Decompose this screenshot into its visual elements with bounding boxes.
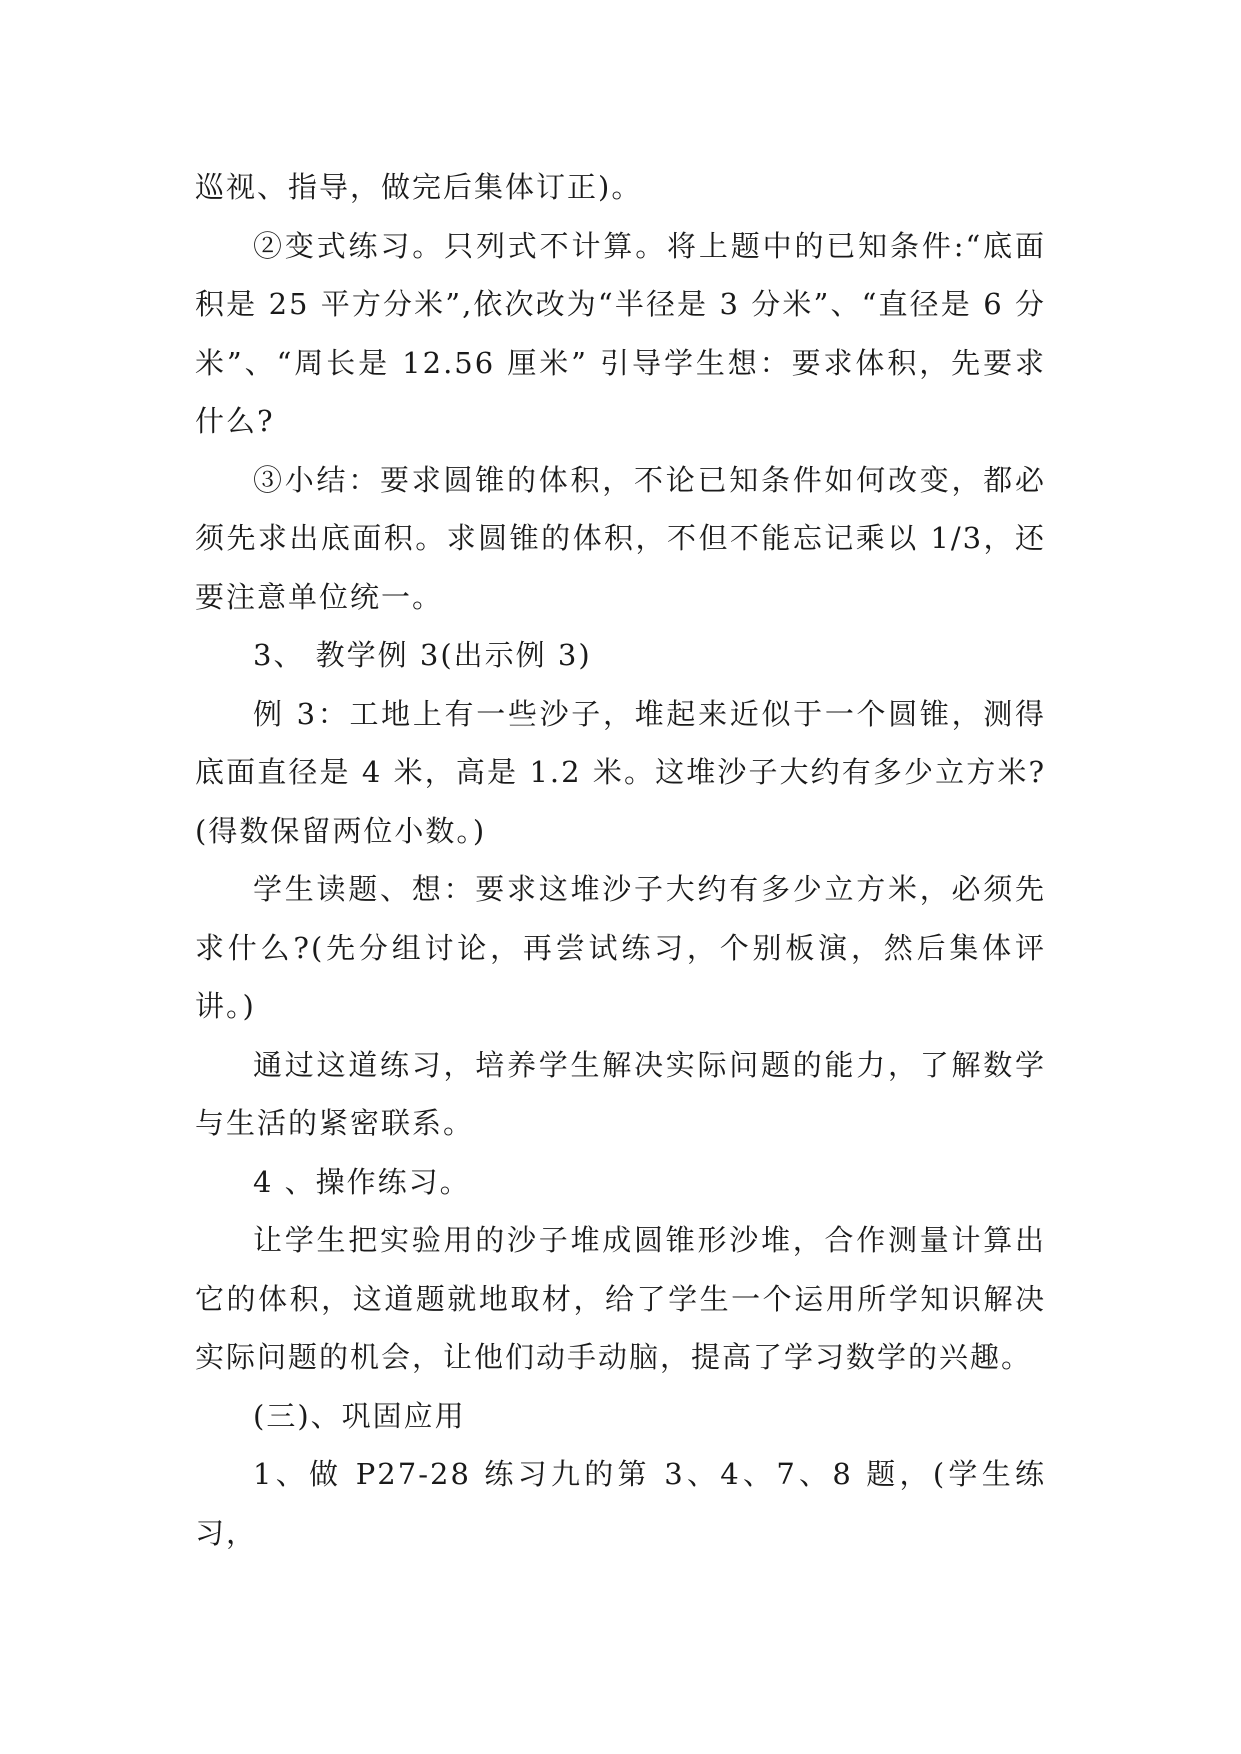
paragraph-7: 通过这道练习，培养学生解决实际问题的能力，了解数学与生活的紧密联系。 bbox=[195, 1047, 1046, 1140]
paragraph-8: 4 、操作练习。 bbox=[253, 1164, 471, 1199]
paragraph-9: 让学生把实验用的沙子堆成圆锥形沙堆，合作测量计算出它的体积，这道题就地取材，给了学生一个运用所学知识解决实际问题的机会，让他们动手动脑，提高了学习数学的兴趣。 bbox=[195, 1223, 1046, 1374]
paragraph-2: ②变式练习。只列式不计算。将上题中的已知条件:“底面积是 25 平方分米”,依次改为“半径是 3 分米”、“直径是 6 分米”、“周长是 12.56 厘米” 引导学生想：要求体积，先要求什么? bbox=[195, 228, 1046, 438]
paragraph-5: 例 3：工地上有一些沙子，堆起来近似于一个圆锥，测得底面直径是 4 米，高是 1.2 米。这堆沙子大约有多少立方米?(得数保留两位小数。) bbox=[195, 696, 1046, 848]
paragraph-1: 巡视、指导，做完后集体订正)。 bbox=[195, 170, 643, 204]
paragraph-10: (三)、巩固应用 bbox=[253, 1398, 466, 1433]
paragraph-11: 1、做 P27-28 练习九的第 3、4、7、8 题，(学生练习， bbox=[195, 1457, 1046, 1550]
paragraph-6: 学生读题、想：要求这堆沙子大约有多少立方米，必须先求什么?(先分组讨论，再尝试练习，个别板演，然后集体评讲。) bbox=[195, 872, 1046, 1023]
paragraph-3: ③小结：要求圆锥的体积，不论已知条件如何改变，都必须先求出底面积。求圆锥的体积，不但不能忘记乘以 1/3，还要注意单位统一。 bbox=[195, 462, 1046, 614]
paragraph-4: 3、 教学例 3(出示例 3) bbox=[253, 638, 592, 672]
